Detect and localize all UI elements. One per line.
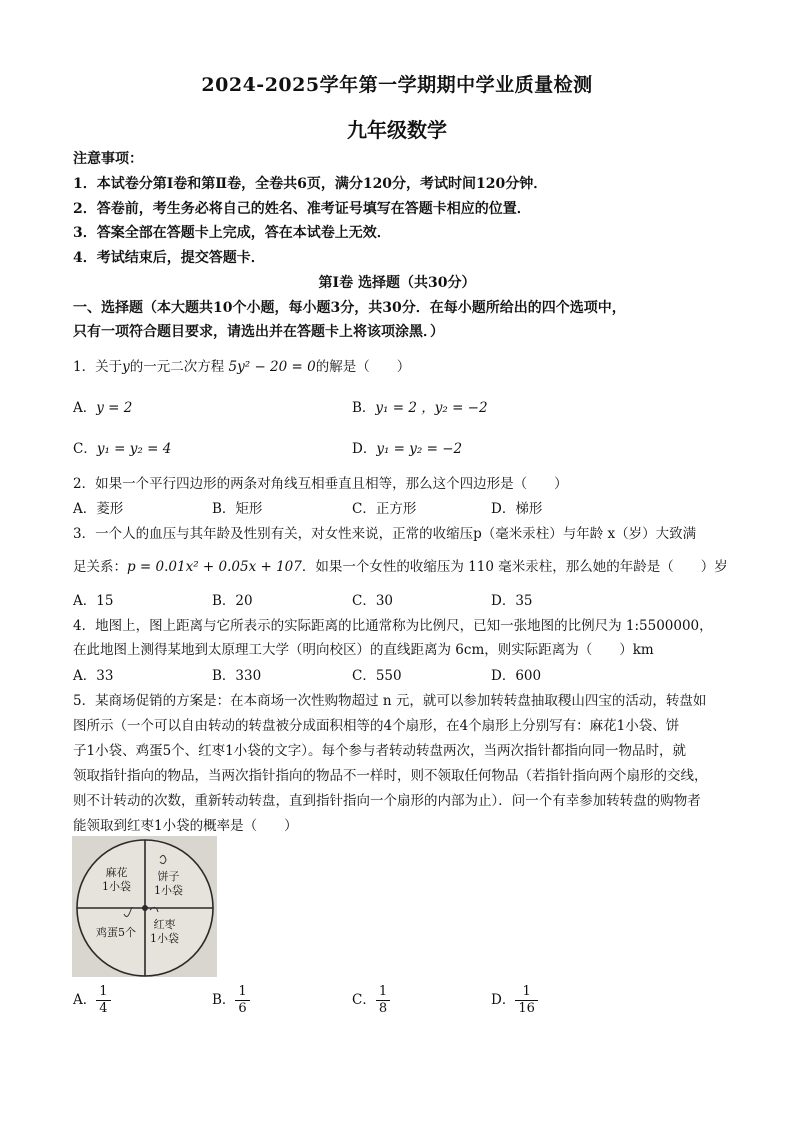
q4-option-c[interactable]: C．550 xyxy=(352,668,402,684)
q4-line-1: 4．地图上，图上距离与它所表示的实际距离的比通常称为比例尺，已知一张地图的比例尺为 1:5500000， xyxy=(73,618,713,634)
q5-line-4: 领取指针指向的物品，当两次指针指向的物品不一样时，则不领取任何物品（若指针指向两个扇形的交线， xyxy=(73,768,708,784)
q1-stem-c: 的解是（ ） xyxy=(315,359,411,375)
q3-line-2 xyxy=(73,555,733,575)
q1-option-a[interactable] xyxy=(73,396,132,416)
q4-option-b[interactable]: B．330 xyxy=(212,668,262,684)
wheel-pointer-pivot xyxy=(142,905,148,911)
spinner-wheel-figure xyxy=(72,836,217,977)
q5-option-c-denominator: 8 xyxy=(378,1001,388,1016)
q1-stem xyxy=(73,355,733,375)
q3-option-a[interactable]: A．15 xyxy=(73,593,114,609)
q3-line-2-a: 足关系： xyxy=(73,559,127,575)
section-title: 第Ⅰ卷 选择题（共30分） xyxy=(318,275,476,291)
q5-option-c-numerator: 1 xyxy=(376,984,390,1001)
notice-item-2: 2．答卷前，考生务必将自己的姓名、准考证号填写在答题卡相应的位置． xyxy=(73,201,531,217)
q5-option-c-label: C． xyxy=(352,992,376,1008)
q5-option-d-denominator: 16 xyxy=(518,1001,535,1016)
wheel-sector-bingzi-line1: 饼子 xyxy=(157,870,180,883)
q3-option-d[interactable]: D．35 xyxy=(491,593,533,609)
q5-line-3: 子1小袋、鸡蛋5个、红枣1小袋的文字）。每个参与者转动转盘两次，当两次指针都指向同一物品时，就 xyxy=(73,743,687,759)
q1-stem-b: 的一元二次方程 xyxy=(129,359,225,375)
q1-option-d-text: y₁ = y₂ = −2 xyxy=(376,441,463,457)
q2-option-c[interactable]: C．正方形 xyxy=(352,501,417,517)
q5-option-a-label: A． xyxy=(73,992,97,1008)
q1-option-c[interactable] xyxy=(73,437,171,457)
q3-option-c[interactable]: C．30 xyxy=(352,593,394,609)
notice-item-3: 3．答案全部在答题卡上完成，答在本试卷上无效． xyxy=(73,225,391,241)
notice-item-1: 1．本试卷分第Ⅰ卷和第Ⅱ卷，全卷共6页，满分120分，考试时间120分钟． xyxy=(73,176,548,192)
wheel-sector-bingzi-line2: 1小袋 xyxy=(154,884,183,897)
q1-option-b[interactable] xyxy=(352,396,488,416)
q5-option-b[interactable] xyxy=(212,984,250,1017)
q1-option-b-text: y₁ = 2 ，y₂ = −2 xyxy=(375,400,488,416)
q1-option-a-label: A． xyxy=(73,400,97,416)
q5-option-d[interactable] xyxy=(491,984,538,1017)
section-instruction-1: 一、选择题（本大题共10个小题，每小题3分，共30分．在每小题所给出的四个选项中， xyxy=(73,300,626,316)
q5-line-6: 能领取到红枣1小袋的概率是（ ） xyxy=(73,818,298,834)
q5-line-5: 则不计转动的次数，重新转动转盘，直到指针指向一个扇形的内部为止）．问一个有幸参加转转盘的购物者 xyxy=(73,793,701,809)
q1-option-d[interactable] xyxy=(352,437,462,457)
q5-line-1: 5．某商场促销的方案是：在本商场一次性购物超过 n 元，就可以参加转转盘抽取稷山四宝的活动，转盘如 xyxy=(73,693,707,709)
q2-option-a[interactable]: A．菱形 xyxy=(73,501,124,517)
q3-line-1: 3．一个人的血压与其年龄及性别有关，对女性来说，正常的收缩压p（毫米汞柱）与年龄 x（岁）大致满 xyxy=(73,526,697,542)
q3-formula: p = 0.01x² + 0.05x + 107 xyxy=(127,559,302,575)
q2-option-b[interactable]: B．矩形 xyxy=(212,501,263,517)
q1-option-b-label: B． xyxy=(352,400,376,416)
wheel-sector-mahua-line1: 麻花 xyxy=(105,866,128,879)
q1-equation: 5y² − 20 = 0 xyxy=(228,359,316,375)
q5-option-c-fraction xyxy=(376,984,390,1017)
q1-option-d-label: D． xyxy=(352,441,377,457)
q5-option-d-fraction xyxy=(515,984,538,1017)
q5-option-a-numerator: 1 xyxy=(96,984,110,1001)
wheel-sector-mahua-line2: 1小袋 xyxy=(102,880,131,893)
q5-option-b-numerator: 1 xyxy=(235,984,249,1001)
q5-option-d-label: D． xyxy=(491,992,516,1008)
q5-option-d-numerator: 1 xyxy=(515,984,538,1001)
q1-stem-a: 1．关于 xyxy=(73,359,123,375)
wheel-sector-jidan xyxy=(96,926,136,940)
q5-option-b-denominator: 6 xyxy=(238,1001,247,1016)
q1-option-a-text: y = 2 xyxy=(96,400,133,416)
q5-option-c[interactable] xyxy=(352,984,390,1017)
spinner-wheel-drawing xyxy=(72,836,217,977)
wheel-sector-hongzao xyxy=(150,918,179,946)
notice-heading: 注意事项： xyxy=(73,151,143,167)
wheel-sector-hongzao-line1: 红枣 xyxy=(153,918,176,931)
q1-var: y xyxy=(122,359,130,375)
q3-option-b[interactable]: B．20 xyxy=(212,593,253,609)
section-instruction-2: 只有一项符合题目要求，请选出并在答题卡上将该项涂黑．） xyxy=(73,324,444,340)
q2-option-d[interactable]: D．梯形 xyxy=(491,501,543,517)
q5-option-a[interactable] xyxy=(73,984,111,1017)
exam-title: 2024-2025学年第一学期期中学业质量检测 xyxy=(201,74,593,96)
q2-stem: 2．如果一个平行四边形的两条对角线互相垂直且相等，那么这个四边形是（ ） xyxy=(73,476,568,492)
q4-option-a[interactable]: A．33 xyxy=(73,668,114,684)
wheel-sector-jidan-line1: 鸡蛋5个 xyxy=(96,926,136,939)
q4-line-2: 在此地图上测得某地到太原理工大学（明向校区）的直线距离为 6cm，则实际距离为（ ）km xyxy=(73,642,654,658)
q5-option-a-denominator: 4 xyxy=(99,1001,108,1016)
wheel-sector-mahua xyxy=(102,866,131,894)
exam-subtitle: 九年级数学 xyxy=(347,118,447,142)
q1-option-c-text: y₁ = y₂ = 4 xyxy=(96,441,172,457)
q1-option-c-label: C． xyxy=(73,441,97,457)
q5-line-2: 图所示（一个可以自由转动的转盘被分成面积相等的4个扇形，在4个扇形上分别写有：麻花1小袋、饼 xyxy=(73,718,680,734)
q5-option-a-fraction xyxy=(96,984,110,1017)
q5-option-b-label: B． xyxy=(212,992,236,1008)
q5-option-b-fraction xyxy=(235,984,249,1017)
wheel-sector-hongzao-line2: 1小袋 xyxy=(150,932,179,945)
wheel-sector-bingzi xyxy=(154,870,183,898)
notice-item-4: 4．考试结束后，提交答题卡． xyxy=(73,250,265,266)
q3-line-2-b: ．如果一个女性的收缩压为 110 毫米汞柱，那么她的年龄是（ ）岁 xyxy=(301,559,728,575)
q4-option-d[interactable]: D．600 xyxy=(491,668,542,684)
